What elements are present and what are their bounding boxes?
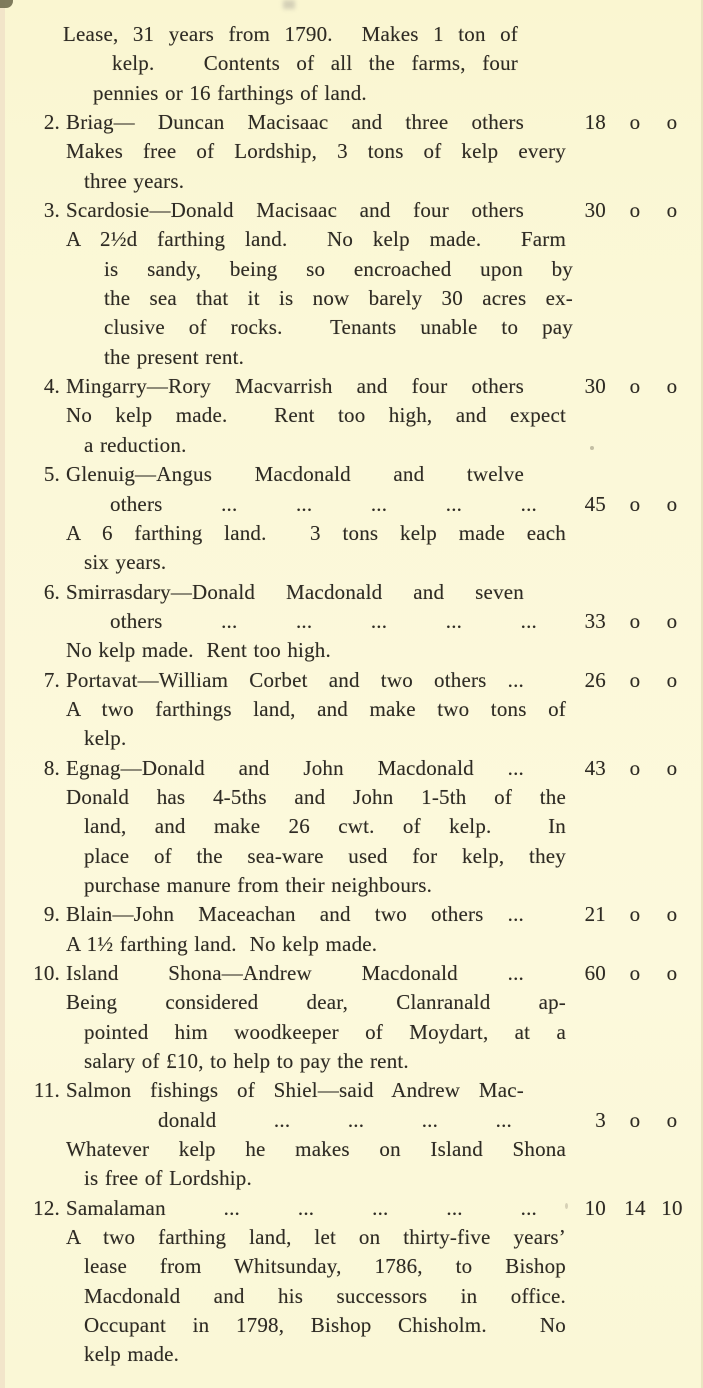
text-line-row [0, 1018, 703, 1047]
text-line-row [0, 137, 703, 166]
body-text-line: Macdonald and his successors in office. [84, 1283, 566, 1308]
text-line-row [0, 49, 703, 78]
entry-heading-row [0, 578, 703, 607]
text-line-row [0, 313, 703, 342]
entry-heading-row [0, 1194, 703, 1223]
amount-pounds: 30 [584, 198, 606, 223]
body-text-line: is sandy, being so encroached upon by [104, 256, 573, 281]
text-line-row [0, 842, 703, 871]
entry-number: 8. [43, 755, 60, 780]
text-line-row [0, 167, 703, 196]
body-text-line: A 1½ farthing land. No kelp made. [66, 931, 378, 956]
body-text-line: A 2½d farthing land. No kelp made. Farm [66, 227, 566, 252]
entry-number: 10. [33, 961, 60, 985]
text-line-row [0, 401, 703, 430]
body-text-line: place of the sea-ware used for kelp, they [84, 843, 566, 868]
body-text-line: donald ... ... ... ... [158, 1107, 512, 1132]
amount-shillings: o [629, 667, 641, 692]
body-text-line: Whatever kelp he makes on Island Shona [66, 1137, 566, 1162]
amount-pence: o [666, 902, 678, 927]
entry-heading-text: Mingarry—Rory Macvarrish and four others [66, 374, 524, 399]
amount-pence: o [666, 755, 678, 780]
body-text-line: kelp. Contents of all the farms, four [112, 51, 518, 76]
body-text-line: Being considered dear, Clanranald ap- [66, 990, 566, 1015]
amount-shillings: o [629, 755, 641, 780]
text-line-row [0, 519, 703, 548]
body-text-line: the present rent. [104, 344, 245, 369]
amount-shillings: 14 [624, 1195, 646, 1220]
entry-number: 11. [33, 1078, 60, 1103]
entry-heading-row [0, 460, 703, 489]
text-line-row [0, 871, 703, 900]
body-text-line: A 6 farthing land. 3 tons kelp made each [66, 520, 566, 545]
amount-pounds: 26 [584, 667, 606, 692]
text-line-row [0, 1047, 703, 1076]
entry-heading-text: Samalaman ... ... ... ... ... [66, 1195, 537, 1220]
entry-number: 4. [43, 374, 60, 399]
body-text-line: pennies or 16 farthings of land. [93, 80, 367, 105]
entry-heading-text: Blain—John Maceachan and two others ... [66, 902, 524, 927]
body-text-line: three years. [84, 168, 185, 193]
amount-pence: o [666, 667, 678, 692]
body-text-line: Occupant in 1798, Bishop Chisholm. No [84, 1313, 566, 1338]
entry-number: 5. [43, 462, 60, 487]
body-text-line: Donald has 4-5ths and John 1-5th of the [66, 784, 566, 809]
body-text-line: is free of Lordship. [84, 1166, 252, 1191]
body-text-line: kelp. [84, 726, 127, 751]
amount-pounds: 10 [584, 1195, 606, 1220]
entry-number: 12. [33, 1195, 60, 1220]
amount-pounds: 43 [584, 755, 606, 780]
amount-shillings: o [629, 198, 641, 223]
text-line-row [0, 548, 703, 577]
amount-pence: o [666, 374, 678, 399]
body-text-line: Makes free of Lordship, 3 tons of kelp every [66, 139, 566, 164]
entry-heading-text: Glenuig—Angus Macdonald and twelve [66, 462, 524, 487]
text-line-row [0, 1106, 703, 1135]
entry-heading-text: Island Shona—Andrew Macdonald ... [66, 961, 524, 985]
entry-heading-row [0, 1076, 703, 1105]
entry-heading-row [0, 959, 703, 988]
entry-heading-row [0, 900, 703, 929]
text-line-row [0, 343, 703, 372]
body-text-line: A two farthing land, let on thirty-five years’ [66, 1225, 566, 1250]
amount-pounds: 21 [584, 902, 606, 927]
amount-shillings: o [629, 902, 641, 927]
amount-shillings: o [629, 110, 641, 135]
body-text-line: Lease, 31 years from 1790. Makes 1 ton of [63, 22, 518, 46]
text-line-row [0, 1252, 703, 1281]
scan-corner-artifact [0, 0, 13, 8]
text-line-row [0, 636, 703, 665]
scan-smudge-artifact [283, 0, 295, 9]
amount-pence: 10 [661, 1195, 683, 1220]
amount-shillings: o [629, 374, 641, 399]
entry-heading-row [0, 196, 703, 225]
body-text-line: salary of £10, to help to pay the rent. [84, 1049, 409, 1074]
body-text-line: six years. [84, 550, 167, 575]
text-line-row [0, 695, 703, 724]
amount-pence: o [666, 110, 678, 135]
body-text-line: No kelp made. Rent too high. [66, 638, 331, 663]
entry-heading-text: Briag— Duncan Macisaac and three others [66, 110, 524, 135]
body-text-line: others ... ... ... ... ... [110, 491, 537, 516]
amount-pounds: 3 [595, 1107, 606, 1132]
text-line-row [0, 255, 703, 284]
body-text-line: clusive of rocks. Tenants unable to pay [104, 315, 573, 340]
amount-shillings: o [629, 491, 641, 516]
amount-pounds: 45 [584, 491, 606, 516]
text-line-row [0, 930, 703, 959]
body-text-line: lease from Whitsunday, 1786, to Bishop [84, 1254, 566, 1279]
amount-pence: o [666, 198, 678, 223]
text-line-row [0, 1223, 703, 1252]
amount-shillings: o [629, 961, 641, 985]
amount-pence: o [666, 1107, 678, 1132]
entry-heading-text: Smirrasdary—Donald Macdonald and seven [66, 579, 524, 604]
body-text-line: others ... ... ... ... ... [110, 608, 537, 633]
text-line-row [0, 783, 703, 812]
text-line-row [0, 988, 703, 1017]
amount-pounds: 18 [584, 110, 606, 135]
text-line-row [0, 79, 703, 108]
text-line-row [0, 1164, 703, 1193]
page-text-block [0, 20, 703, 1370]
body-text-line: kelp made. [84, 1342, 180, 1367]
body-text-line: the sea that it is now barely 30 acres ex- [104, 286, 573, 311]
amount-pounds: 60 [584, 961, 606, 985]
amount-pounds: 33 [584, 608, 606, 633]
amount-pence: o [666, 961, 678, 985]
text-line-row [0, 1311, 703, 1340]
amount-shillings: o [629, 1107, 641, 1132]
entry-heading-row [0, 372, 703, 401]
entry-number: 3. [43, 198, 60, 223]
text-line-row [0, 431, 703, 460]
text-line-row [0, 225, 703, 254]
amount-shillings: o [629, 608, 641, 633]
entry-number: 6. [43, 579, 60, 604]
body-text-line: No kelp made. Rent too high, and expect [66, 403, 566, 428]
entry-heading-row [0, 666, 703, 695]
body-text-line: purchase manure from their neighbours. [84, 872, 433, 897]
text-line-row [0, 1135, 703, 1164]
body-text-line: pointed him woodkeeper of Moydart, at a [84, 1019, 566, 1044]
body-text-line: land, and make 26 cwt. of kelp. In [84, 814, 566, 839]
text-line-row [0, 20, 703, 49]
entry-heading-text: Salmon fishings of Shiel—said Andrew Mac- [66, 1078, 524, 1103]
entry-heading-text: Portavat—William Corbet and two others ... [66, 667, 524, 692]
entry-number: 2. [43, 110, 60, 135]
amount-pence: o [666, 491, 678, 516]
body-text-line: A two farthings land, and make two tons of [66, 696, 566, 721]
entry-heading-row [0, 108, 703, 137]
body-text-line: a reduction. [84, 432, 187, 457]
entry-heading-row [0, 754, 703, 783]
entry-number: 7. [43, 667, 60, 692]
text-line-row [0, 490, 703, 519]
text-line-row [0, 607, 703, 636]
text-line-row [0, 1282, 703, 1311]
text-line-row [0, 284, 703, 313]
amount-pounds: 30 [584, 374, 606, 399]
entry-heading-text: Egnag—Donald and John Macdonald ... [66, 755, 524, 780]
entry-heading-text: Scardosie—Donald Macisaac and four others [66, 198, 524, 223]
entry-number: 9. [43, 902, 60, 927]
text-line-row [0, 1340, 703, 1369]
amount-pence: o [666, 608, 678, 633]
text-line-row [0, 812, 703, 841]
text-line-row [0, 724, 703, 753]
